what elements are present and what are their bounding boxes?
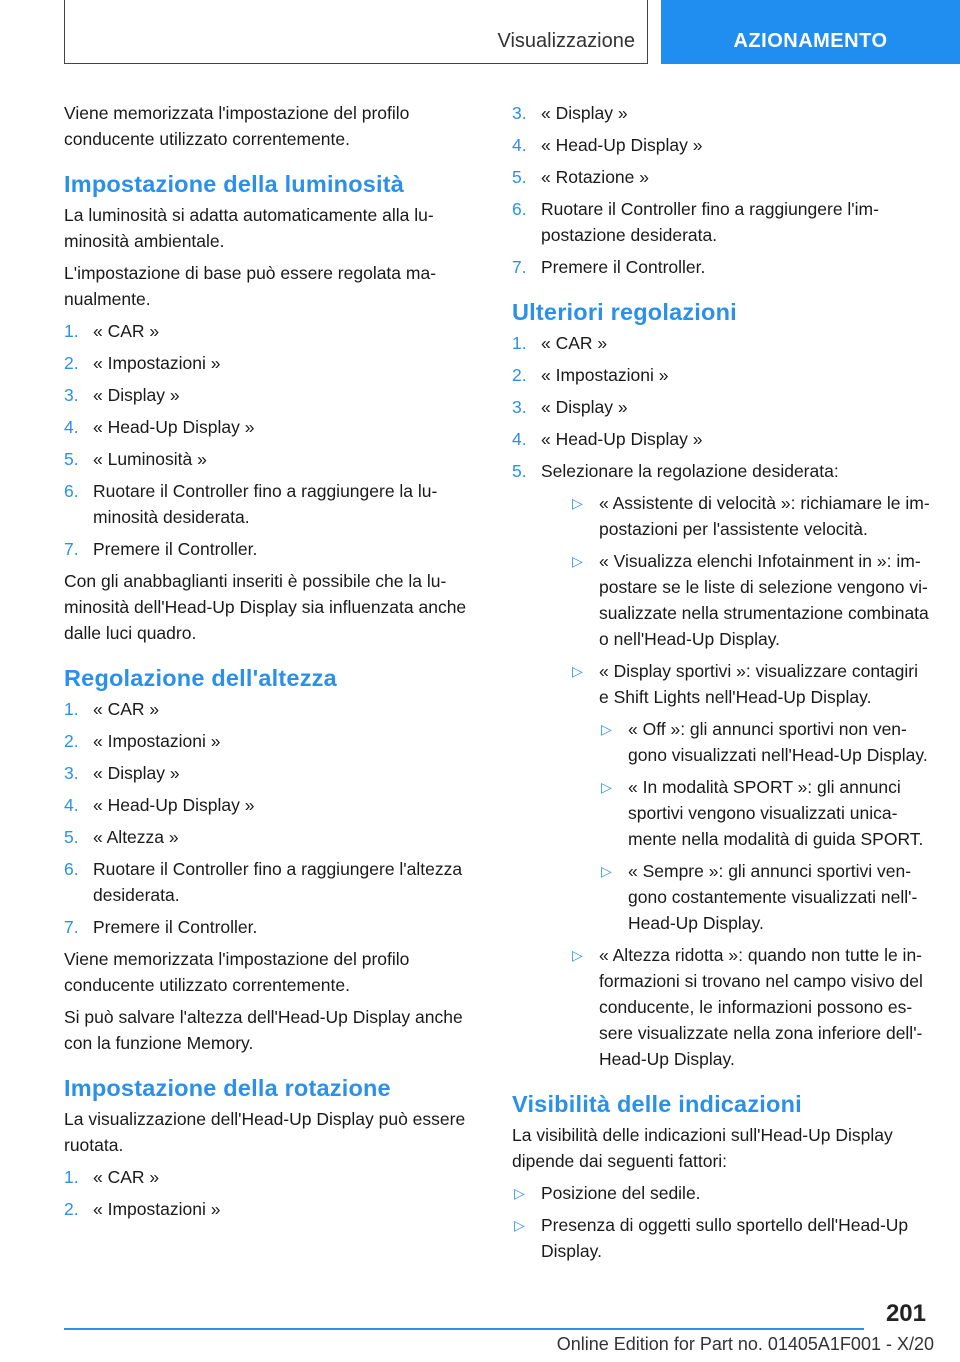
triangle-bullet-icon: ▷ bbox=[514, 1185, 525, 1201]
list-item: 2. « Impostazioni » bbox=[64, 731, 221, 751]
triangle-bullet-icon: ▷ bbox=[572, 663, 583, 679]
triangle-bullet-icon: ▷ bbox=[572, 553, 583, 569]
list-item: 1. « CAR » bbox=[64, 699, 160, 719]
paragraph: Si può salvare l'altezza dell'Head-Up Display anche con la funzione Memory. bbox=[64, 1007, 463, 1053]
settings-options bbox=[541, 490, 932, 1072]
triangle-bullet-icon: ▷ bbox=[601, 721, 612, 737]
list-item: 1. « CAR » bbox=[64, 321, 160, 341]
heading-further-settings: Ulteriori regolazioni bbox=[512, 299, 737, 325]
triangle-bullet-icon: ▷ bbox=[572, 495, 583, 511]
list-item: ▷ « Assistente di velocità »: richiamare le impostazioni per l'assistente velocità. bbox=[570, 490, 932, 542]
list-item: 2. « Impostazioni » bbox=[64, 1199, 221, 1219]
header-section-box bbox=[64, 0, 648, 64]
list-item: 2. « Impostazioni » bbox=[64, 353, 221, 373]
steps-height bbox=[64, 696, 476, 940]
list-item: 4. « Head-Up Display » bbox=[512, 135, 703, 155]
list-item: 5. « Rotazione » bbox=[512, 167, 649, 187]
list-item: ▷ « Off »: gli annunci sportivi non vengono visualizzati nell'Head-Up Display. bbox=[599, 716, 932, 768]
triangle-bullet-icon: ▷ bbox=[601, 779, 612, 795]
left-column bbox=[64, 100, 476, 1228]
footer-divider bbox=[64, 1328, 864, 1330]
triangle-bullet-icon: ▷ bbox=[572, 947, 583, 963]
list-item: 1. « CAR » bbox=[64, 1167, 160, 1187]
paragraph: La visualizzazione dell'Head-Up Display può essere ruotata. bbox=[64, 1109, 466, 1155]
triangle-bullet-icon: ▷ bbox=[601, 863, 612, 879]
triangle-bullet-icon: ▷ bbox=[514, 1217, 525, 1233]
right-column bbox=[512, 100, 932, 1270]
list-item: 4. « Head-Up Display » bbox=[64, 417, 255, 437]
list-item: ▷ « Visualizza elenchi Infotainment in »: impostare se le liste di selezione vengono visualizzate nella strumentazione combinata o nell'Head-Up Display. bbox=[570, 548, 932, 652]
list-item: 5. « Altezza » bbox=[64, 827, 179, 847]
list-item: 3. « Display » bbox=[512, 397, 628, 417]
paragraph: La visibilità delle indicazioni sull'Head-Up Display dipende dai seguenti fattori: bbox=[512, 1125, 893, 1171]
list-item: 6. Ruotare il Controller fino a raggiungere l'impostazione desiderata. bbox=[512, 199, 879, 245]
list-item: 3. « Display » bbox=[64, 385, 180, 405]
steps-rotation bbox=[64, 1164, 476, 1222]
section-title: Visualizzazione bbox=[497, 30, 635, 52]
list-item: 1. « CAR » bbox=[512, 333, 608, 353]
steps-rotation-continued bbox=[512, 100, 932, 280]
list-item: 5. Selezionare la regolazione desiderata: ▷ « Assistente di velocità »: richiamare le impostazioni per l'assistente velocità. ▷ « Visualizza elenchi Infotainment in »: impostare se le liste di selezione vengono visualizzate nella strumentazione combinata o nell'Head-Up Display. ▷ « Display sportivi »: visualizzare contagiri e Shift Lights nell'Head-Up Display. ▷ « Off »: gli annunci sportivi non vengono visualizzati nell'Head-Up Display. ▷ « In modalità SPORT »: gli annunci sportivi vengono visualizzati unicamente nella modalità di guida SPORT. ▷ « Sempre »: gli annunci sportivi vengono costantemente visualizzati nell'Head-Up Display. ▷ « Altezza ridotta »: quando non tutte le informazioni si trovano nel campo visivo del conducente, le informazioni possono essere visualizzate nella zona inferiore dell'Head-Up Display. bbox=[512, 458, 932, 1072]
list-item: 7. Premere il Controller. bbox=[64, 917, 258, 937]
heading-brightness: Impostazione della luminosità bbox=[64, 171, 405, 197]
paragraph: L'impostazione di base può essere regolata manualmente. bbox=[64, 263, 437, 309]
list-item: 7. Premere il Controller. bbox=[64, 539, 258, 559]
paragraph: Viene memorizzata l'impostazione del profilo conducente utilizzato correntemente. bbox=[64, 949, 410, 995]
paragraph: Con gli anabbaglianti inseriti è possibile che la luminosità dell'Head-Up Display sia influenzata anche dalle luci quadro. bbox=[64, 571, 467, 643]
heading-visibility: Visibilità delle indicazioni bbox=[512, 1091, 802, 1117]
list-item: 4. « Head-Up Display » bbox=[64, 795, 255, 815]
heading-height: Regolazione dell'altezza bbox=[64, 665, 337, 691]
intro-paragraph: Viene memorizzata l'impostazione del profilo conducente utilizzato correntemente. bbox=[64, 103, 410, 149]
sport-display-options bbox=[599, 716, 932, 936]
list-item: 7. Premere il Controller. bbox=[512, 257, 706, 277]
list-item: ▷ « Display sportivi »: visualizzare contagiri e Shift Lights nell'Head-Up Display. ▷ « Off »: gli annunci sportivi non vengono visualizzati nell'Head-Up Display. ▷ « In modalità SPORT »: gli annunci sportivi vengono visualizzati unicamente nella modalità di guida SPORT. ▷ « Sempre »: gli annunci sportivi vengono costantemente visualizzati nell'Head-Up Display. bbox=[570, 658, 932, 936]
visibility-factors bbox=[512, 1180, 932, 1264]
edition-note: Online Edition for Part no. 01405A1F001 - X/20 bbox=[556, 1334, 934, 1354]
list-item: 5. « Luminosità » bbox=[64, 449, 207, 469]
paragraph: La luminosità si adatta automaticamente alla luminosità ambientale. bbox=[64, 205, 434, 251]
steps-brightness bbox=[64, 318, 476, 562]
steps-further-settings bbox=[512, 330, 932, 1072]
list-item: ▷ Presenza di oggetti sullo sportello dell'Head-Up Display. bbox=[512, 1212, 932, 1264]
list-item: ▷ « Altezza ridotta »: quando non tutte le informazioni si trovano nel campo visivo del conducente, le informazioni possono essere visualizzate nella zona inferiore dell'Head-Up Display. bbox=[570, 942, 932, 1072]
list-item: 4. « Head-Up Display » bbox=[512, 429, 703, 449]
list-item: 2. « Impostazioni » bbox=[512, 365, 669, 385]
list-item: 3. « Display » bbox=[512, 103, 628, 123]
list-item: ▷ « Sempre »: gli annunci sportivi vengono costantemente visualizzati nell'Head-Up Display. bbox=[599, 858, 932, 936]
heading-rotation: Impostazione della rotazione bbox=[64, 1075, 391, 1101]
list-item: ▷ Posizione del sedile. bbox=[512, 1180, 932, 1206]
chapter-tab: AZIONAMENTO bbox=[661, 0, 960, 64]
list-item: 6. Ruotare il Controller fino a raggiungere la luminosità desiderata. bbox=[64, 481, 438, 527]
list-item: 6. Ruotare il Controller fino a raggiungere l'altezza desiderata. bbox=[64, 859, 463, 905]
list-item: ▷ « In modalità SPORT »: gli annunci sportivi vengono visualizzati unicamente nella modalità di guida SPORT. bbox=[599, 774, 932, 852]
page-number: 201 bbox=[885, 1300, 926, 1327]
list-item: 3. « Display » bbox=[64, 763, 180, 783]
